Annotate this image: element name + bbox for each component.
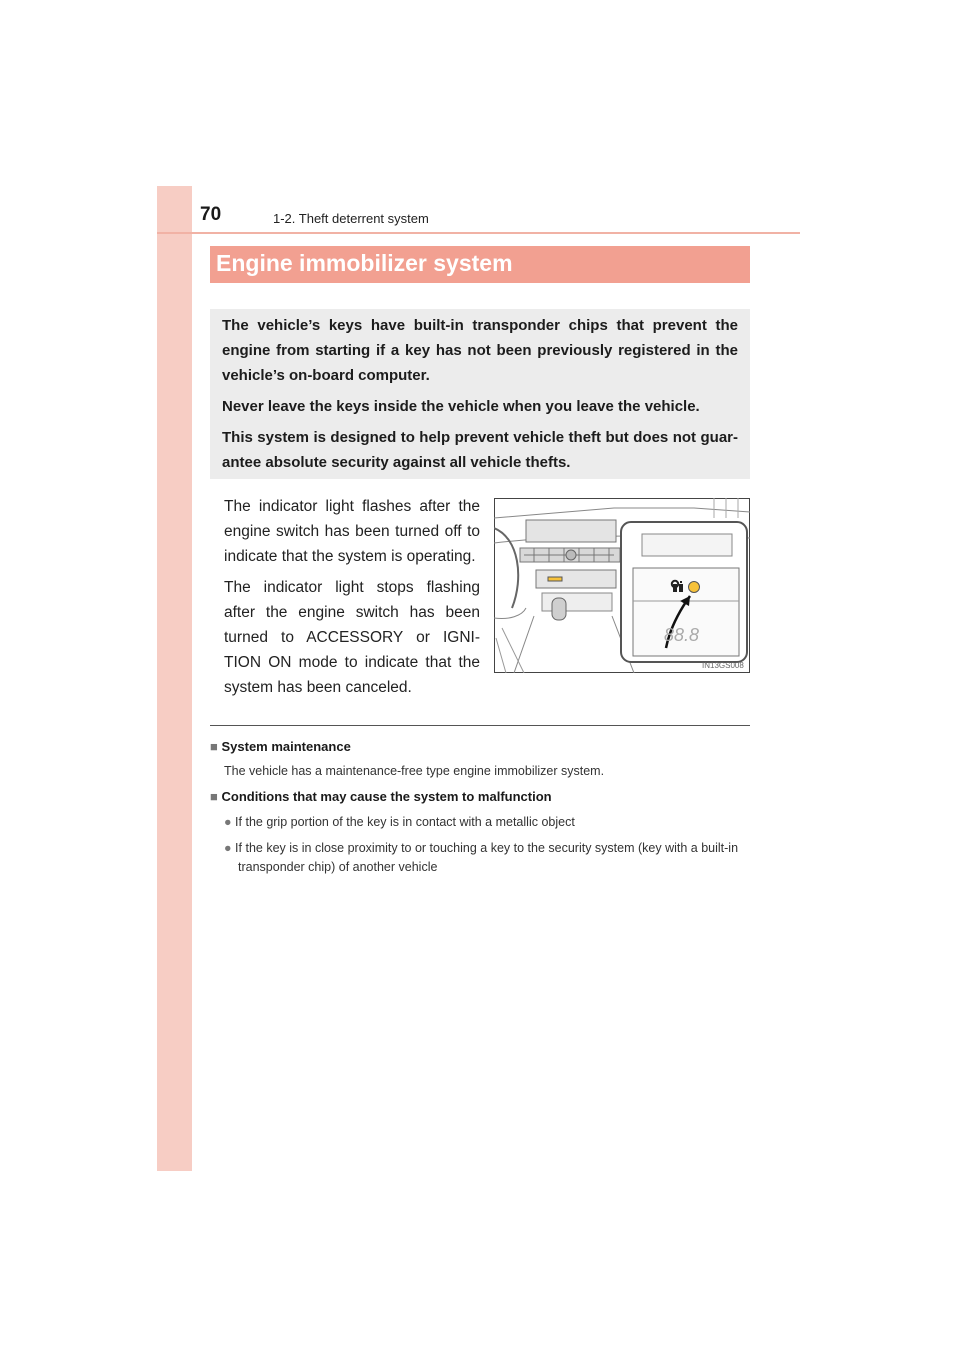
body-paragraph: The indicator light flashes after the engine switch has been turned off to indicate that the system is operating. xyxy=(224,498,480,565)
note-bullet-text: If the key is in close proximity to or touching a key to the security system (key with a built-in transponder chip) of another vehicle xyxy=(235,841,739,874)
dashboard-illustration xyxy=(494,498,750,673)
notes-section xyxy=(210,738,755,883)
dashboard-drawing xyxy=(494,498,750,673)
display-readout: 88.8 xyxy=(664,625,700,645)
note-heading xyxy=(210,738,755,756)
body-paragraph: The indicator light stops flashing after the engine switch has been turned to ACCESSORY or IGNI-TION ON mode to indicate that the system has been canceled. xyxy=(224,579,480,696)
chapter-title-text: Engine immobilizer system xyxy=(216,250,513,276)
square-bullet-icon: ■ xyxy=(210,789,218,804)
square-bullet-icon: ■ xyxy=(210,739,218,754)
intro-paragraph: This system is designed to help prevent vehicle theft but does not guar-antee absolute security against all vehicle thefts. xyxy=(222,429,738,471)
note-text: The vehicle has a maintenance-free type engine immobilizer system. xyxy=(224,764,605,778)
side-margin-band xyxy=(157,186,192,1171)
indicator-light xyxy=(689,582,700,593)
circle-bullet-icon: ● xyxy=(224,841,232,855)
intro-paragraph: Never leave the keys inside the vehicle when you leave the vehicle. xyxy=(222,398,700,415)
header-rule xyxy=(157,232,800,234)
circle-bullet-icon: ● xyxy=(224,815,232,829)
intro-box xyxy=(210,309,750,479)
chapter-title xyxy=(210,246,750,283)
body-text xyxy=(224,494,480,706)
section-divider xyxy=(210,725,750,726)
figure-code: IN13GS008 xyxy=(702,661,744,670)
note-bullet xyxy=(224,839,755,877)
section-title: 1-2. Theft deterrent system xyxy=(273,211,429,226)
page-number: 70 xyxy=(200,204,222,225)
note-bullet-text: If the grip portion of the key is in contact with a metallic object xyxy=(235,815,575,829)
note-heading-text: System maintenance xyxy=(221,739,351,754)
intro-paragraph: The vehicle’s keys have built-in transponder chips that prevent the engine from starting if a key has not been previously registered in the vehicle’s on-board computer. xyxy=(222,317,738,384)
note-heading xyxy=(210,788,755,806)
note-bullet xyxy=(224,813,755,832)
note-heading-text: Conditions that may cause the system to malfunction xyxy=(221,789,552,804)
